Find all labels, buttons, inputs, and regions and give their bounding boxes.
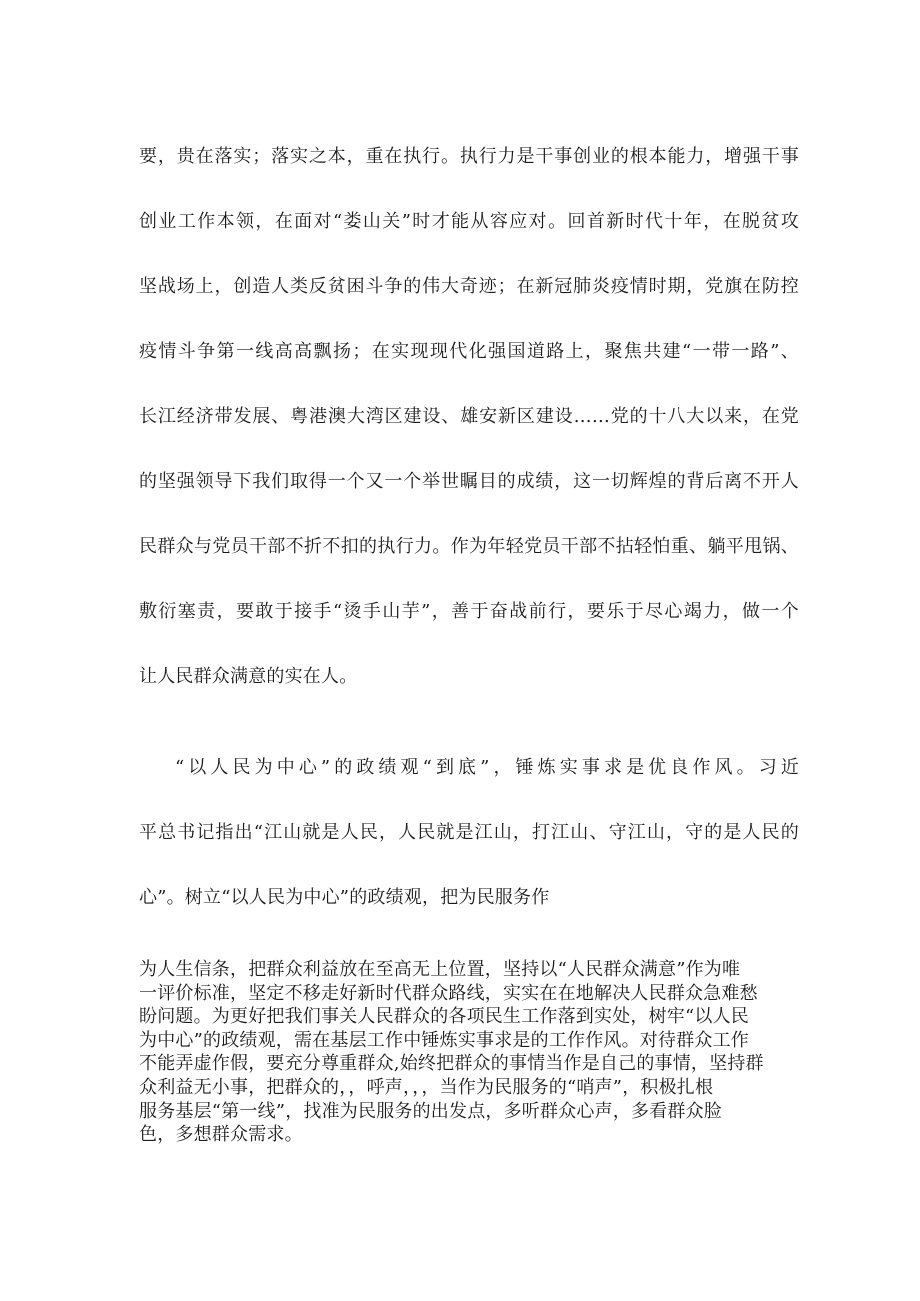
text-line: 疫情斗争第一线高高飘扬；在实现现代化强国道路上，聚焦共建“一带一路”、 bbox=[139, 341, 799, 362]
text-line: 盼问题。为更好把我们事关人民群众的各项民生工作落到实处，树牢“以人民 bbox=[139, 1006, 749, 1028]
text-line: 民群众与党员干部不折不扣的执行力。作为年轻党员干部不拈轻怕重、躺平甩锅、 bbox=[139, 536, 799, 557]
text-line: 创业工作本领，在面对“娄山关”时才能从容应对。回首新时代十年，在脱贫攻 bbox=[139, 211, 799, 232]
text-line: 让人民群众满意的实在人。 bbox=[139, 666, 358, 687]
text-line: 长江经济带发展、粤港澳大湾区建设、雄安新区建设……党的十八大以来，在党 bbox=[139, 406, 799, 427]
text-line: 要，贵在落实；落实之本，重在执行。执行力是干事创业的根本能力，增强干事 bbox=[139, 146, 799, 167]
text-line: 不能弄虚作假，要充分尊重群众,始终把群众的事情当作是自己的事情，坚持群 bbox=[139, 1053, 764, 1075]
text-line: 为中心”的政绩观，需在基层工作中锤炼实事求是的工作作风。对待群众工作 bbox=[139, 1029, 749, 1051]
text-line: 一评价标准，坚定不移走好新时代群众路线，实实在在地解决人民群众急难愁 bbox=[139, 982, 758, 1004]
text-line: “以人民为中心”的政绩观“到底”，锤炼实事求是优良作风。习近 bbox=[175, 757, 799, 778]
text-line: 的坚强领导下我们取得一个又一个举世瞩目的成绩，这一切辉煌的背后离不开人 bbox=[139, 471, 799, 492]
text-line: 坚战场上，创造人类反贫困斗争的伟大奇迹；在新冠肺炎疫情时期，党旗在防控 bbox=[139, 276, 799, 297]
paragraph-3 bbox=[139, 958, 779, 1147]
text-line: 为人生信条，把群众利益放在至高无上位置，坚持以“人民群众满意”作为唯 bbox=[139, 959, 741, 980]
text-line: 众利益无小事，把群众的，，呼声，，，当作为民服务的“哨声”，积极扎根 bbox=[139, 1076, 714, 1098]
text-line: 平总书记指出“江山就是人民，人民就是江山，打江山、守江山，守的是人民的 bbox=[139, 822, 799, 843]
text-line: 服务基层“第一线”，找准为民服务的出发点，多听群众心声，多看群众脸 bbox=[139, 1100, 723, 1122]
text-line: 心”。树立“以人民为中心”的政绩观，把为民服务作 bbox=[139, 887, 550, 908]
text-line: 敷衍塞责，要敢于接手“烫手山芋”，善于奋战前行，要乐于尽心竭力，做一个 bbox=[139, 601, 799, 622]
text-line: 色，多想群众需求。 bbox=[139, 1124, 303, 1146]
